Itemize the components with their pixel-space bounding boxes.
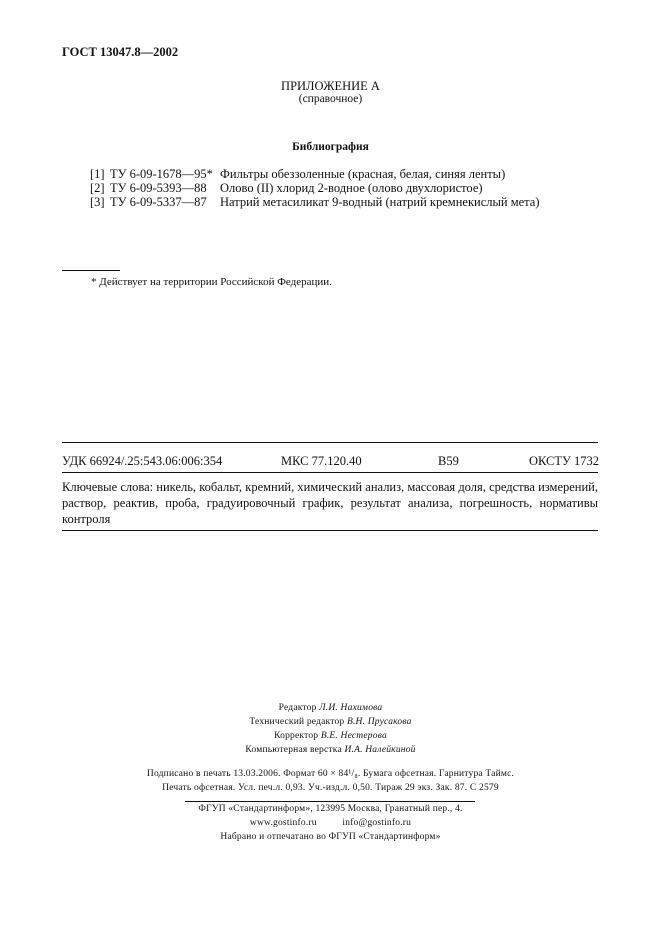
imprint-web: www.gostinfo.ru info@gostinfo.ru xyxy=(249,818,412,828)
bibliography-title: Библиография xyxy=(292,141,369,153)
bibliography-item-text: Натрий метасиликат 9-водный (натрий кремнекислый мета) xyxy=(220,195,540,209)
divider-middle xyxy=(62,472,598,473)
imprint-print: Печать офсетная. Усл. печ.л. 0,93. Уч.-изд.л. 0,50. Тираж 29 экз. Зак. 87. С 2579 xyxy=(162,783,499,793)
imprint-tech-editor-role: Технический редактор xyxy=(249,717,345,727)
bibliography-item-code: ТУ 6-09-1678—95* xyxy=(110,167,213,181)
bibliography-item xyxy=(90,167,505,182)
mks-code: МКС 77.120.40 xyxy=(281,454,362,468)
imprint-divider xyxy=(185,801,475,802)
keywords: Ключевые слова: никель, кобальт, кремний, химический анализ, массовая доля, средства измерений, раствор, реактив, проба, градуировочный график, результат анализа, погрешность, нормативы контроля xyxy=(62,480,598,526)
imprint-signed: Подписано в печать 13.03.2006. Формат 60 × 84¹/₈. Бумага офсетная. Гарнитура Таймс. xyxy=(146,769,515,779)
bibliography-item xyxy=(90,181,483,196)
imprint-publisher: ФГУП «Стандартинформ», 123995 Москва, Гранатный пер., 4. xyxy=(198,804,463,814)
imprint-editor-role: Редактор xyxy=(278,703,317,713)
bibliography-item-number: [3] xyxy=(90,195,105,209)
imprint-editor-name: Л.И. Нахимова xyxy=(319,703,383,713)
bibliography-item-code: ТУ 6-09-5337—87 xyxy=(110,195,207,209)
bibliography-item-number: [2] xyxy=(90,181,105,195)
footnote-separator xyxy=(62,270,120,271)
bibliography-item-text: Олово (II) хлорид 2-водное (олово двухлористое) xyxy=(220,181,483,195)
imprint-tech-editor xyxy=(0,717,661,727)
imprint-typeset: Набрано и отпечатано во ФГУП «Стандартинформ» xyxy=(220,832,441,842)
bibliography-item xyxy=(90,195,540,210)
imprint-tech-editor-name: В.Н. Прусакова xyxy=(346,717,412,727)
imprint-editor xyxy=(0,703,661,713)
standard-number: ГОСТ 13047.8—2002 xyxy=(62,45,179,59)
bibliography-item-text: Фильтры обеззоленные (красная, белая, синяя ленты) xyxy=(220,167,506,181)
appendix-subtitle: (справочное) xyxy=(298,93,363,105)
okstu-code: ОКСТУ 1732 xyxy=(529,454,600,468)
bibliography-item-number: [1] xyxy=(90,167,105,181)
imprint-corrector-role: Корректор xyxy=(274,731,319,741)
imprint-layout-name: И.А. Налейкиной xyxy=(344,745,416,755)
udk-code: УДК 66924/.25:543.06:006:354 xyxy=(62,454,223,468)
category-code: В59 xyxy=(438,454,459,468)
bibliography-item-code: ТУ 6-09-5393—88 xyxy=(110,181,207,195)
divider-top xyxy=(62,442,598,443)
appendix-title: ПРИЛОЖЕНИЕ А xyxy=(281,79,380,93)
footnote: * Действует на территории Российской Федерации. xyxy=(91,276,332,288)
imprint-layout-role: Компьютерная верстка xyxy=(245,745,342,755)
divider-bottom xyxy=(62,530,598,531)
imprint-corrector xyxy=(0,731,661,741)
imprint-layout xyxy=(0,745,661,755)
imprint-corrector-name: В.Е. Нестерова xyxy=(320,731,387,741)
